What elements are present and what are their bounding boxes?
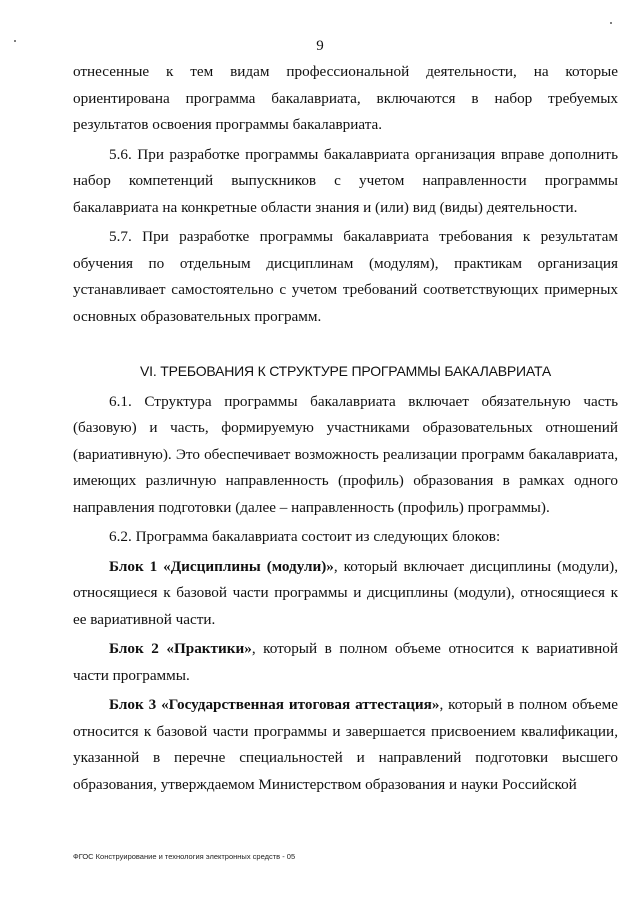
section-heading: VI. ТРЕБОВАНИЯ К СТРУКТУРЕ ПРОГРАММЫ БАКАЛАВРИАТА	[140, 363, 551, 379]
paragraph-block-1	[73, 554, 618, 634]
paragraph-6-1: 6.1. Структура программы бакалавриата включает обязательную часть (базовую) и часть, формируемую участниками образовательных отношений (вариативную). Это обеспечивает возможность реализации программ бакалавриата, имеющих различную направленность (профиль) образования в рамках одного направления подготовки (далее – направленность (профиль) программы).	[73, 392, 618, 516]
paragraph-block-3	[73, 692, 618, 798]
paragraph-5-7: 5.7. При разработке программы бакалавриата требования к результатам обучения по отдельным дисциплинам (модулям), практикам организация устанавливает самостоятельно с учетом требований соответствующих примерных основных образовательных программ.	[73, 228, 618, 325]
block-1-title: Блок 1 «Дисциплины (модули)»	[109, 557, 334, 575]
paragraph-block-2	[73, 636, 618, 689]
paragraph-6-2: 6.2. Программа бакалавриата состоит из следующих блоков:	[109, 528, 501, 545]
scan-speck	[610, 22, 612, 24]
block-3-text: , который в полном объеме относится к базовой части программы и завершается присвоением квалификации, указанной в перечне специальностей и направлений подготовки высшего образования, утверждаемом Министерством образования и науки Российской	[73, 696, 618, 793]
block-2-text: , который в полном объеме относится к вариативной части программы.	[73, 640, 618, 684]
page-body	[73, 59, 618, 798]
block-1-text: , который включает дисциплины (модули), относящиеся к базовой части программы и дисциплины (модули), относящиеся к ее вариативной части.	[73, 557, 618, 628]
paragraph-5-6: 5.6. При разработке программы бакалавриата организация вправе дополнить набор компетенций выпускников с учетом направленности программы бакалавриата на конкретные области знания и (или) вид (виды) деятельности.	[73, 145, 618, 216]
block-3-title: Блок 3 «Государственная итоговая аттестация»	[109, 696, 440, 713]
page-number: 9	[316, 38, 324, 54]
block-2-title: Блок 2 «Практики»	[109, 640, 252, 657]
page-footer: ФГОС Конструирование и технология электронных средств - 05	[73, 852, 296, 861]
paragraph-continuation: отнесенные к тем видам профессиональной деятельности, на которые ориентирована программа бакалавриата, включаются в набор требуемых результатов освоения программы бакалавриата.	[73, 63, 618, 133]
